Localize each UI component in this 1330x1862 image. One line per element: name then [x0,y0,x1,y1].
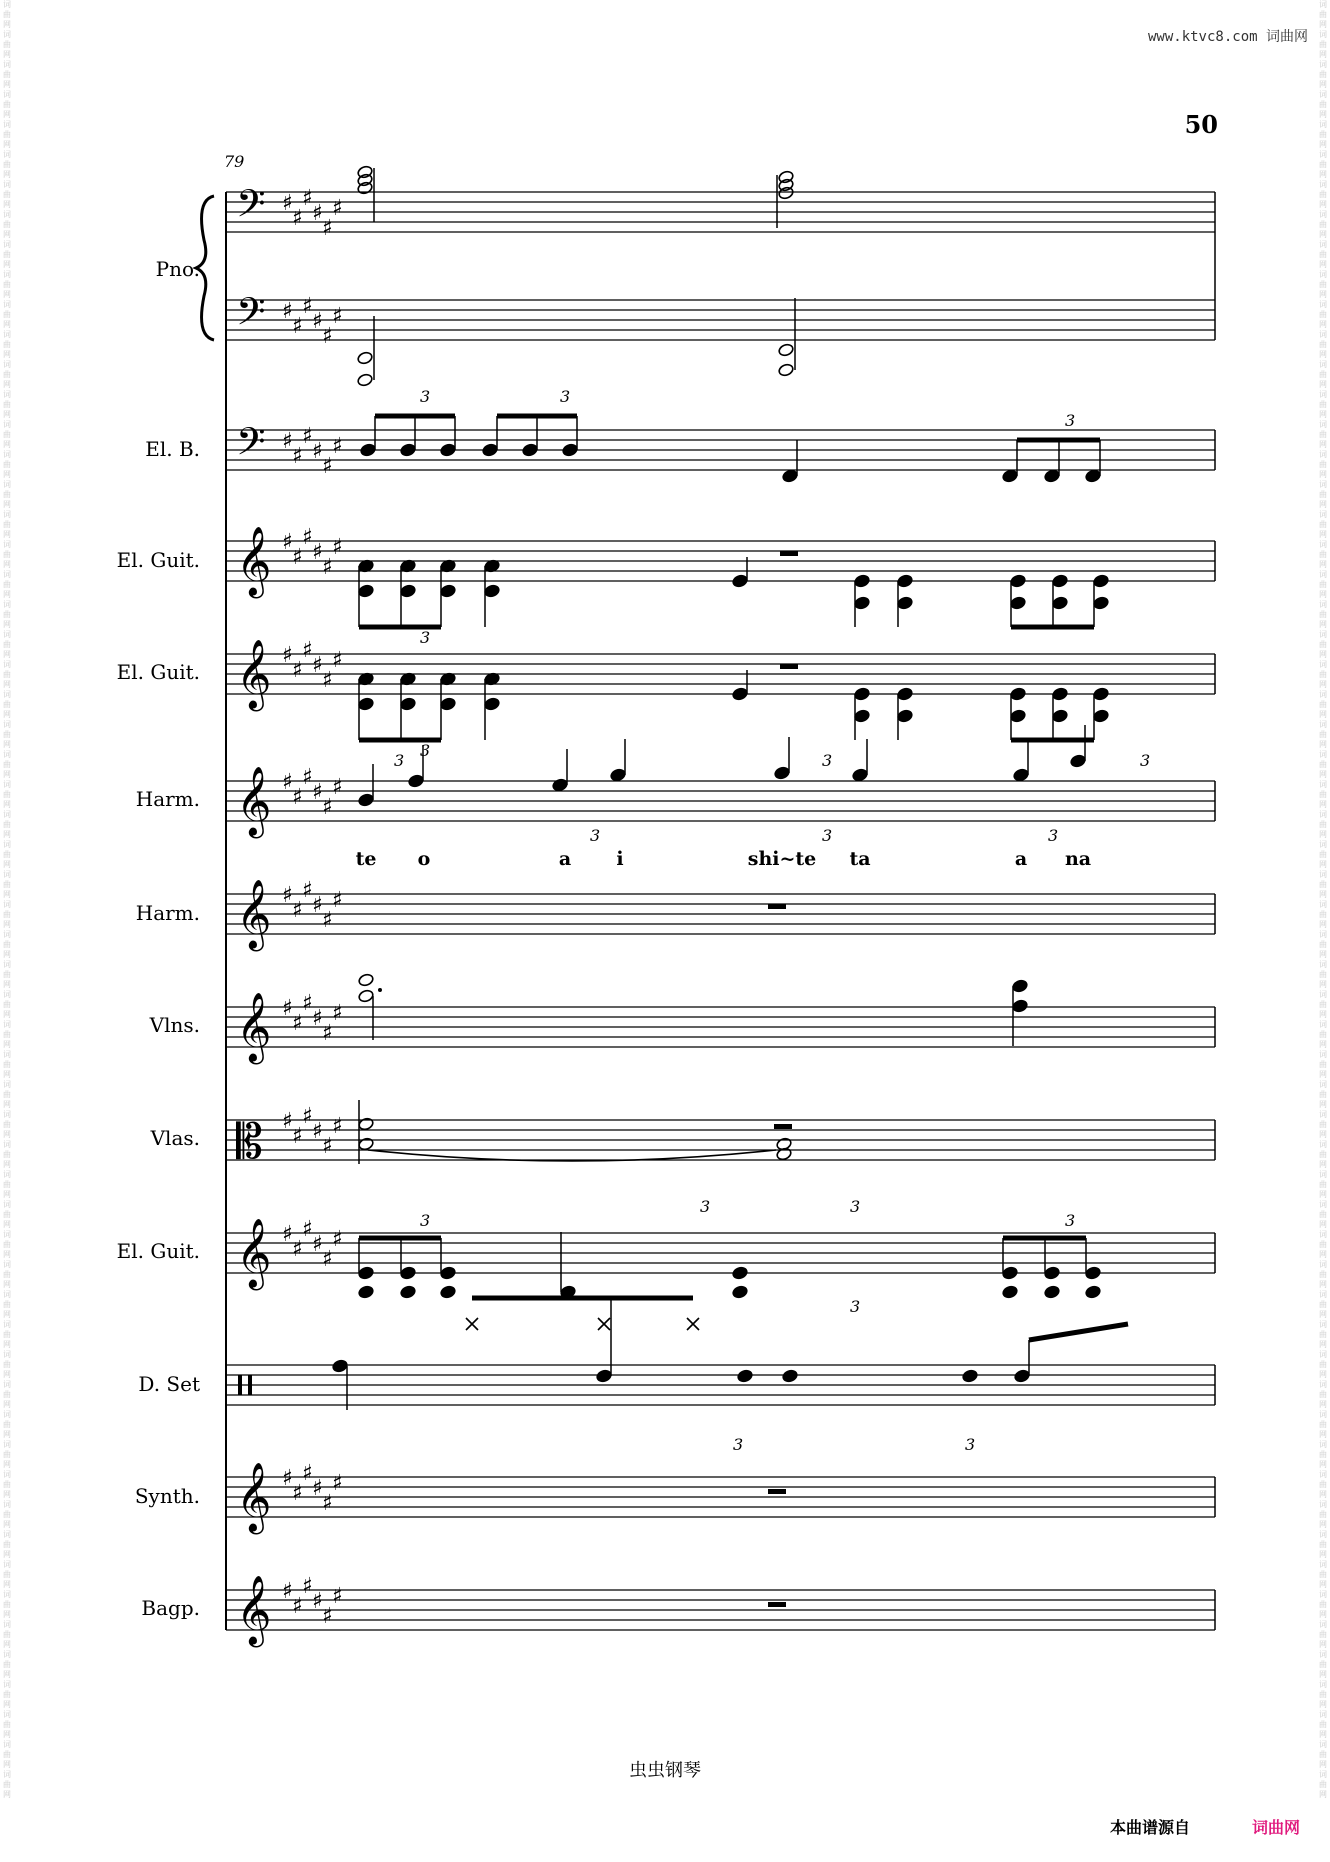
tuplet-number: 3 [733,1435,744,1454]
measure-number: 79 [224,152,245,171]
note-head [1085,1285,1102,1299]
sharp-accidental: ♯ [322,1134,333,1159]
sharp-accidental: ♯ [332,304,343,329]
treble-clef: 𝄞 [236,1218,272,1288]
sharp-accidental: ♯ [322,555,333,580]
sharp-accidental: ♯ [322,324,333,349]
sharp-accidental: ♯ [302,1461,313,1486]
sharp-accidental: ♯ [302,424,313,449]
note-head [852,768,869,782]
bass-clef: 𝄢 [236,419,266,473]
note-head [482,443,499,457]
sharp-accidental: ♯ [302,1574,313,1599]
instrument-label-harmonica-2: Harm. [135,901,200,925]
tuplet-number: 3 [965,1435,976,1454]
sharp-accidental: ♯ [312,309,323,334]
sharp-accidental: ♯ [292,658,303,683]
whole-rest [768,1489,786,1494]
treble-clef: 𝄞 [236,1575,272,1645]
sharp-accidental: ♯ [312,893,323,918]
sharp-accidental: ♯ [332,434,343,459]
note-head [774,766,791,780]
left-watermark-strip: 词 曲 网 词 曲 网 词 曲 网 词 曲 网 词 曲 网 词 曲 网 词 曲 网 词 曲 网 词 曲 网 词 曲 网 词 曲 网 词 曲 网 词 曲 网 词 曲 网 词 曲 网 词 曲 网 词 曲 网 词 曲 网 词 曲 网 词 曲 网 词 曲 网 词 曲 网 词 曲 网 词 曲 网 词 曲 网 词 曲 网 词 曲 网 词 曲 网 词 曲 网 词 曲 网 词 曲 网 词 曲 网 词 曲 网 词 曲 网 词 曲 网 词 曲 网 词 曲 网 词 曲 网 词 曲 网 词 曲 网 词 曲 网 词 曲 网 词 曲 网 词 曲 网 词 曲 网 词 曲 网 词 曲 网 词 曲 网 词 曲 网 词 曲 网 词 曲 网 词 曲 网 词 曲 网 词 曲 网 词 曲 网 词 曲 网 词 曲 网 词 曲 网 词 曲 网 词 曲 网 [3,0,11,1799]
percussion-clef [248,1375,252,1395]
sharp-accidental: ♯ [322,1021,333,1046]
note-head [854,687,871,701]
note-head [1044,1285,1061,1299]
note-head [440,584,457,598]
whole-rest [768,904,786,909]
note-head [1013,768,1030,782]
sharp-accidental: ♯ [302,991,313,1016]
note-head [1002,469,1019,483]
tuplet-number: 3 [420,1211,431,1230]
tuplet-number: 3 [1140,751,1151,770]
instrument-label-drum-set: D. Set [138,1372,200,1396]
note-head [360,443,377,457]
note-head [596,1369,613,1383]
sharp-accidental: ♯ [332,1471,343,1496]
note-head [1085,1266,1102,1280]
instrument-label-violins: Vlns. [149,1013,200,1037]
sharp-accidental: ♯ [322,454,333,479]
cymbal-note [598,1318,610,1330]
sharp-accidental: ♯ [292,1594,303,1619]
note-head [357,373,374,387]
note-head [1012,999,1029,1013]
instrument-label-electric-guitar-3: El. Guit. [116,1239,200,1263]
sharp-accidental: ♯ [282,1222,293,1247]
tuplet-number: 3 [1048,826,1059,845]
note-head [778,343,795,357]
sharp-accidental: ♯ [322,1491,333,1516]
sharp-accidental: ♯ [292,1124,303,1149]
note-head [400,584,417,598]
lyric-syllable: te [355,848,377,870]
note-head [854,596,871,610]
note-head [522,443,539,457]
instrument-label-violas: Vlas. [150,1126,200,1150]
tuplet-number: 3 [420,387,431,406]
sharp-accidental: ♯ [302,878,313,903]
footer-source-site: 词曲网 [1251,1818,1300,1837]
note-head [610,768,627,782]
dot [378,988,382,992]
tuplet-number: 3 [590,826,601,845]
note-head [400,443,417,457]
sharp-accidental: ♯ [292,785,303,810]
note-head [897,709,914,723]
sharp-accidental: ♯ [312,780,323,805]
note-head [1002,1266,1019,1280]
sharp-accidental: ♯ [282,643,293,668]
note-head [1002,1285,1019,1299]
note-head [358,584,375,598]
sharp-accidental: ♯ [312,439,323,464]
sharp-accidental: ♯ [292,898,303,923]
note-head [897,687,914,701]
note-head [562,443,579,457]
sharp-accidental: ♯ [332,648,343,673]
sharp-accidental: ♯ [312,1476,323,1501]
note-head [400,1285,417,1299]
instrument-label-synth: Synth. [134,1484,200,1508]
tuplet-number: 3 [822,751,833,770]
sharp-accidental: ♯ [282,883,293,908]
note-head [732,574,749,588]
note-head [358,793,375,807]
instrument-label-harmonica-1: Harm. [135,787,200,811]
sharp-accidental: ♯ [302,638,313,663]
half-rest [780,551,798,556]
piano-brace [196,196,214,340]
instrument-label-electric-guitar-1: El. Guit. [116,548,200,572]
sharp-accidental: ♯ [332,1584,343,1609]
note-head [778,363,795,377]
note-head [854,709,871,723]
alto-clef: 𝄡 [236,1114,263,1170]
sharp-accidental: ♯ [312,201,323,226]
treble-clef: 𝄞 [236,639,272,709]
sharp-accidental: ♯ [282,299,293,324]
sharp-accidental: ♯ [312,1589,323,1614]
note-head [1093,709,1110,723]
note-head [732,1266,749,1280]
note-head [440,443,457,457]
note-head [440,1266,457,1280]
tuplet-number: 3 [850,1197,861,1216]
treble-clef: 𝄞 [236,1462,272,1532]
tuplet-number: 3 [700,1197,711,1216]
note-head [1044,1266,1061,1280]
note-head [408,774,425,788]
site-url: www.ktvc8.com 词曲网 [1147,29,1308,45]
note-head [782,1369,799,1383]
bass-clef: 𝄢 [236,289,266,343]
page-number: 50 [1184,110,1218,139]
sharp-accidental: ♯ [302,1104,313,1129]
sharp-accidental: ♯ [282,1579,293,1604]
lyric-syllable: na [1064,848,1092,870]
cymbal-note [466,1318,478,1330]
note-head [358,1137,375,1151]
note-head [400,1266,417,1280]
note-head [1044,469,1061,483]
treble-clef: 𝄞 [236,766,272,836]
sharp-accidental: ♯ [322,1604,333,1629]
half-rest [774,1124,792,1129]
note-head [358,989,375,1003]
sharp-accidental: ♯ [312,1119,323,1144]
tuplet-number: 3 [420,741,431,760]
treble-clef: 𝄞 [236,879,272,949]
note-head [1012,979,1029,993]
sharp-accidental: ♯ [332,1114,343,1139]
note-head [1093,687,1110,701]
sharp-accidental: ♯ [282,530,293,555]
note-head [782,469,799,483]
sharp-accidental: ♯ [312,540,323,565]
instrument-label-electric-guitar-2: El. Guit. [116,660,200,684]
note-head [1014,1369,1031,1383]
note-head [332,1359,349,1373]
tuplet-number: 3 [394,751,405,770]
sharp-accidental: ♯ [332,1001,343,1026]
note-head [358,1285,375,1299]
sharp-accidental: ♯ [302,525,313,550]
whole-rest [768,1602,786,1607]
sharp-accidental: ♯ [332,535,343,560]
lyric-syllable: o [417,848,431,870]
sharp-accidental: ♯ [312,653,323,678]
note-head [484,584,501,598]
note-head [358,1117,375,1131]
sharp-accidental: ♯ [292,1481,303,1506]
sharp-accidental: ♯ [282,1109,293,1134]
sharp-accidental: ♯ [302,765,313,790]
note-head [1093,596,1110,610]
note-head [854,574,871,588]
note-head [358,697,375,711]
tie [368,1150,776,1161]
sharp-accidental: ♯ [322,668,333,693]
sharp-accidental: ♯ [302,186,313,211]
sharp-accidental: ♯ [332,1227,343,1252]
note-head [1010,596,1027,610]
note-head [1052,596,1069,610]
note-head [1010,687,1027,701]
treble-clef: 𝄞 [236,526,272,596]
note-head [358,973,375,987]
sharp-accidental: ♯ [282,996,293,1021]
sharp-accidental: ♯ [292,545,303,570]
note-head [897,574,914,588]
sharp-accidental: ♯ [292,444,303,469]
tuplet-number: 3 [1065,1211,1076,1230]
lyric-syllable: a [558,848,572,870]
sharp-accidental: ♯ [282,1466,293,1491]
sharp-accidental: ♯ [282,191,293,216]
sharp-accidental: ♯ [292,1011,303,1036]
note-head [732,1285,749,1299]
note-head [400,697,417,711]
right-watermark-strip: 词 曲 网 词 曲 网 词 曲 网 词 曲 网 词 曲 网 词 曲 网 词 曲 网 词 曲 网 词 曲 网 词 曲 网 词 曲 网 词 曲 网 词 曲 网 词 曲 网 词 曲 网 词 曲 网 词 曲 网 词 曲 网 词 曲 网 词 曲 网 词 曲 网 词 曲 网 词 曲 网 词 曲 网 词 曲 网 词 曲 网 词 曲 网 词 曲 网 词 曲 网 词 曲 网 词 曲 网 词 曲 网 词 曲 网 词 曲 网 词 曲 网 词 曲 网 词 曲 网 词 曲 网 词 曲 网 词 曲 网 词 曲 网 词 曲 网 词 曲 网 词 曲 网 词 曲 网 词 曲 网 词 曲 网 词 曲 网 词 曲 网 词 曲 网 词 曲 网 词 曲 网 词 曲 网 词 曲 网 词 曲 网 词 曲 网 词 曲 网 词 曲 网 词 曲 网 词 曲 网 [1319,0,1327,1799]
sharp-accidental: ♯ [332,888,343,913]
note-head [357,351,374,365]
footer-source-label: 本曲谱源自 [1109,1818,1190,1837]
note-head [732,687,749,701]
note-head [962,1369,979,1383]
instrument-label-piano: Pno. [155,257,200,281]
note-head [1052,687,1069,701]
sharp-accidental: ♯ [302,1217,313,1242]
sharp-accidental: ♯ [292,1237,303,1262]
instrument-label-bagpipe: Bagp. [141,1596,200,1620]
sharp-accidental: ♯ [332,196,343,221]
note-head [484,697,501,711]
tuplet-number: 3 [560,387,571,406]
tuplet-number: 3 [1065,411,1076,430]
lyric-syllable: a [1014,848,1028,870]
sharp-accidental: ♯ [292,206,303,231]
bass-clef: 𝄢 [236,181,266,235]
sharp-accidental: ♯ [292,314,303,339]
note-head [358,1266,375,1280]
note-head [1052,574,1069,588]
tuplet-number: 3 [822,826,833,845]
note-head [440,697,457,711]
sharp-accidental: ♯ [312,1006,323,1031]
sharp-accidental: ♯ [322,1247,333,1272]
lyric-syllable: ta [849,848,871,870]
tuplet-number: 3 [420,628,431,647]
note-head [1085,469,1102,483]
lyric-syllable: i [616,848,624,870]
sharp-accidental: ♯ [282,429,293,454]
note-head [776,1147,793,1161]
note-head [1070,754,1087,768]
note-beam [1029,1324,1128,1340]
note-head [1010,574,1027,588]
note-head [737,1369,754,1383]
sharp-accidental: ♯ [322,908,333,933]
sharp-accidental: ♯ [282,770,293,795]
percussion-clef [238,1375,242,1395]
note-head [897,596,914,610]
lyric-syllable: shi~te [747,848,817,870]
instrument-label-electric-bass: El. B. [145,437,200,461]
tuplet-number: 3 [850,1297,861,1316]
sharp-accidental: ♯ [312,1232,323,1257]
note-head [440,1285,457,1299]
sharp-accidental: ♯ [322,216,333,241]
note-head [552,778,569,792]
note-head [1010,709,1027,723]
half-rest [780,664,798,669]
sharp-accidental: ♯ [302,294,313,319]
note-head [1093,574,1110,588]
sharp-accidental: ♯ [332,775,343,800]
footer-watermark: 虫虫钢琴 [629,1760,701,1781]
cymbal-note [687,1318,699,1330]
note-head [1052,709,1069,723]
sharp-accidental: ♯ [322,795,333,820]
treble-clef: 𝄞 [236,992,272,1062]
